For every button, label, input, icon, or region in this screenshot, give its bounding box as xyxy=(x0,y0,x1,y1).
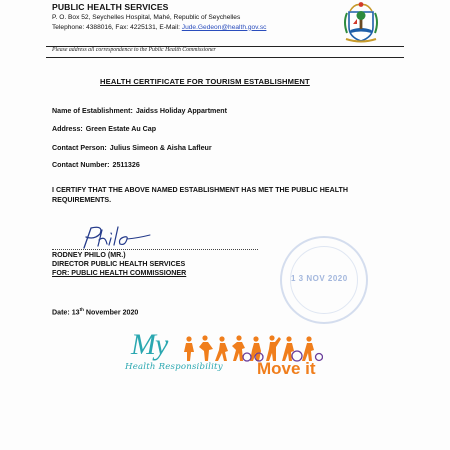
field-value: Green Estate Au Cap xyxy=(85,125,157,133)
logo-tagline: Health Responsibility xyxy=(125,362,223,372)
logo-move-it: Move it xyxy=(257,359,316,378)
field-label: Contact Number: xyxy=(52,161,110,169)
date-label: Date: xyxy=(52,308,72,317)
date-day: 13 xyxy=(71,308,80,317)
active-people-icon xyxy=(183,334,323,362)
date-suffix: th xyxy=(79,307,84,312)
seychelles-crest-icon xyxy=(340,0,382,44)
field-address xyxy=(52,125,156,133)
email-link[interactable]: Jude.Gedeon@health.gov.sc xyxy=(181,23,267,31)
signatory-on-behalf: FOR: PUBLIC HEALTH COMMISSIONER xyxy=(52,268,187,277)
field-value: 2511326 xyxy=(112,161,140,169)
correspondence-note: Please address all correspondence to the Public Health Commissioner xyxy=(52,47,216,53)
field-value: Jaidss Holiday Appartment xyxy=(135,107,228,115)
org-name: PUBLIC HEALTH SERVICES xyxy=(52,2,169,12)
signatory-title: DIRECTOR PUBLIC HEALTH SERVICES xyxy=(52,259,186,268)
issue-date xyxy=(52,307,138,316)
official-stamp xyxy=(280,236,368,324)
field-label: Name of Establishment: xyxy=(52,107,133,115)
stamp-date: 1 3 NOV 2020 xyxy=(291,274,348,283)
certification-statement: I CERTIFY THAT THE ABOVE NAMED ESTABLISHMENT HAS MET THE PUBLIC HEALTH REQUIREMENTS. xyxy=(52,186,348,204)
signatory-block xyxy=(52,251,186,277)
org-contact xyxy=(52,23,342,33)
date-rest: November 2020 xyxy=(83,308,139,317)
letterhead xyxy=(52,0,342,32)
org-address: P. O. Box 52, Seychelles Hospital, Mahé, Republic of Seychelles xyxy=(52,14,241,21)
field-contact-person xyxy=(52,144,212,152)
field-value: Julius Simeon & Aisha Lafleur xyxy=(109,144,212,152)
field-contact-number xyxy=(52,161,140,169)
logo-my-text: My xyxy=(131,328,168,361)
org-contact-prefix: Telephone: 4388016, Fax: 4225131, E-Mail: xyxy=(52,23,182,31)
field-label: Contact Person: xyxy=(52,144,107,152)
document-title: HEALTH CERTIFICATE FOR TOURISM ESTABLISHMENT xyxy=(100,77,310,86)
signature-line xyxy=(52,249,258,250)
field-label: Address: xyxy=(52,125,83,133)
signatory-name: RODNEY PHILO (MR.) xyxy=(52,251,126,259)
handwritten-signature xyxy=(78,224,158,252)
campaign-logo xyxy=(125,328,330,386)
header-rule-bottom xyxy=(46,57,404,58)
field-establishment-name xyxy=(52,107,227,115)
